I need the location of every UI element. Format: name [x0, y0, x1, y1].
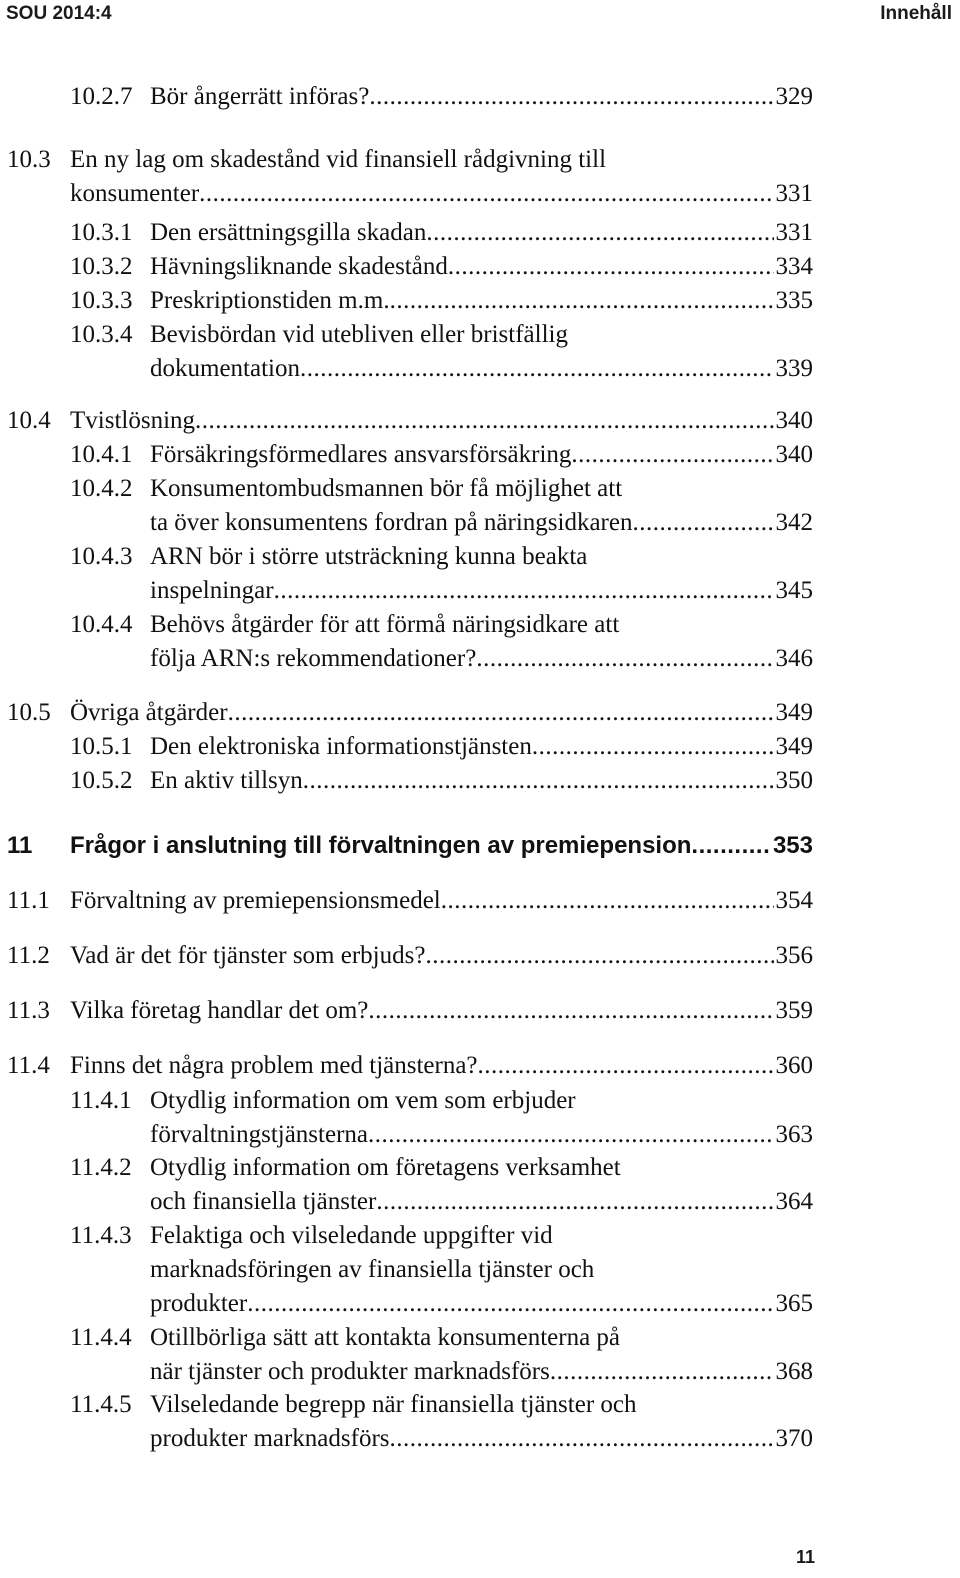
toc-entry-number: 11.3 [7, 997, 50, 1024]
toc-entry-page: 359 [775, 997, 813, 1024]
toc-entry-number: 11.4.5 [70, 1391, 132, 1418]
toc-entry-number: 10.3.3 [70, 287, 133, 314]
toc-entry-page: 365 [775, 1290, 813, 1317]
toc-entry-title: Den elektroniska informationstjänsten [150, 733, 532, 760]
toc-entry-page: 363 [775, 1121, 813, 1148]
toc-entry-number: 11.4.2 [70, 1154, 132, 1181]
toc-entry-number: 11.4.4 [70, 1324, 132, 1351]
toc-entry-title: produkter [150, 1290, 248, 1317]
dot-leader [448, 250, 774, 284]
toc-entry-text [150, 1219, 813, 1321]
dot-leader [426, 216, 773, 250]
dot-leader [228, 696, 774, 730]
toc-entry-text [150, 216, 813, 250]
toc-entry-text [150, 80, 813, 114]
toc-entry-page: 329 [775, 83, 813, 110]
toc-entry-title: följa ARN:s rekommendationer? [150, 645, 477, 672]
toc-entry-title: Otydlig information om vem som erbjuder [150, 1087, 576, 1114]
toc-entry-number: 10.5.1 [70, 733, 133, 760]
toc-entry-title: Förvaltning av premiepensionsmedel [70, 887, 441, 914]
toc-entry-number: 11 [7, 832, 33, 859]
toc-entry-number: 11.4.3 [70, 1222, 132, 1249]
toc-entry-page: 353 [772, 832, 813, 859]
toc-entry-text [150, 1084, 813, 1152]
toc-entry-text [150, 540, 813, 608]
toc-entry-title: produkter marknadsförs [150, 1425, 390, 1452]
toc-entry-text [150, 318, 813, 386]
toc-entry-text [70, 994, 813, 1028]
toc-entry-title: Felaktiga och vilseledande uppgifter vid [150, 1222, 553, 1249]
toc-entry-number: 11.4.1 [70, 1087, 132, 1114]
toc-entry-number: 11.2 [7, 942, 50, 969]
dot-leader [369, 80, 773, 114]
dot-leader [532, 730, 774, 764]
toc-entry-page: 364 [775, 1188, 813, 1215]
dot-leader [425, 939, 773, 973]
dot-leader [691, 829, 771, 863]
toc-entry-text [70, 829, 813, 863]
toc-entry-text [70, 939, 813, 973]
dot-leader [195, 404, 773, 438]
toc-entry-number: 10.4.2 [70, 475, 133, 502]
dot-leader [199, 177, 773, 211]
page-number: 11 [795, 1547, 815, 1567]
toc-entry-text [70, 696, 813, 730]
dot-leader [300, 352, 774, 386]
toc-entry-text [150, 250, 813, 284]
toc-entry-number: 10.5 [7, 699, 51, 726]
dot-leader [390, 284, 774, 318]
dot-leader [274, 574, 774, 608]
toc-entry-number: 11.1 [7, 887, 50, 914]
toc-entry-title: Försäkringsförmedlares ansvarsförsäkring [150, 441, 572, 468]
toc-entry-title: Tvistlösning [70, 407, 196, 434]
toc-entry-text [150, 1151, 813, 1219]
dot-leader [476, 642, 773, 676]
toc-entry-number: 10.4.4 [70, 611, 133, 638]
toc-entry-text [70, 1049, 813, 1083]
toc-entry-title: ARN bör i större utsträckning kunna beakta [150, 543, 588, 570]
dot-leader [368, 1118, 774, 1152]
toc-entry-page: 349 [775, 733, 813, 760]
toc-entry-text [70, 404, 813, 438]
toc-entry-number: 10.4.1 [70, 441, 133, 468]
toc-entry-title: förvaltningstjänsterna [150, 1121, 368, 1148]
dot-leader [303, 764, 774, 798]
toc-entry-page: 342 [775, 509, 813, 536]
toc-entry-page: 331 [775, 219, 813, 246]
toc-entry-title: Otydlig information om företagens verksamhet [150, 1154, 621, 1181]
toc-entry-number: 10.3.1 [70, 219, 133, 246]
toc-entry-page: 368 [775, 1358, 813, 1385]
toc-entry-page: 339 [775, 355, 813, 382]
toc-entry-number: 11.4 [7, 1052, 50, 1079]
toc-entry-title: inspelningar [150, 577, 274, 604]
toc-entry-number: 10.4.3 [70, 543, 133, 570]
toc-entry-text [70, 143, 813, 211]
toc-entry-page: 345 [775, 577, 813, 604]
toc-entry-title: Frågor i anslutning till förvaltningen av premiepension [70, 832, 692, 859]
toc-entry-title: när tjänster och produkter marknadsförs [150, 1358, 550, 1385]
toc-entry-number: 10.5.2 [70, 767, 133, 794]
toc-entry-page: 340 [775, 407, 813, 434]
toc-entry-title: Otillbörliga sätt att kontakta konsumenterna på [150, 1324, 621, 1351]
toc-entry-page: 350 [775, 767, 813, 794]
toc-entry-page: 360 [775, 1052, 813, 1079]
dot-leader [247, 1287, 773, 1321]
toc-entry-page: 370 [775, 1425, 813, 1452]
toc-entry-title: Preskriptionstiden m.m. [150, 287, 390, 314]
toc-entry-text [150, 284, 813, 318]
toc-entry-number: 10.4 [7, 407, 51, 434]
toc-entry-title: Bör ångerrätt införas? [150, 83, 370, 110]
toc-entry-number: 10.2.7 [70, 83, 133, 110]
toc-entry-title: och finansiella tjänster [150, 1188, 377, 1215]
toc-entry-page: 349 [775, 699, 813, 726]
dot-leader [478, 1049, 774, 1083]
toc-entry-page: 346 [775, 645, 813, 672]
toc-entry-title: dokumentation [150, 355, 300, 382]
toc-entry-title: Vad är det för tjänster som erbjuds? [70, 942, 426, 969]
dot-leader [368, 994, 773, 1028]
toc-entry-text [70, 884, 813, 918]
toc-entry-title: Vilka företag handlar det om? [70, 997, 369, 1024]
toc-entry-title: Behövs åtgärder för att förmå näringsidkare att [150, 611, 620, 638]
toc-entry-title: Finns det några problem med tjänsterna? [70, 1052, 478, 1079]
toc-entry-title: Hävningsliknande skadestånd [150, 253, 448, 280]
toc-entry-text [150, 1388, 813, 1456]
dot-leader [376, 1185, 773, 1219]
dot-leader [390, 1422, 774, 1456]
toc-entry-number: 10.3.4 [70, 321, 133, 348]
toc-entry-page: 340 [775, 441, 813, 468]
running-header-section: Innehåll [880, 3, 952, 24]
toc-entry-page: 331 [775, 180, 813, 207]
toc-entry-title: Den ersättningsgilla skadan [150, 219, 427, 246]
toc-entry-page: 334 [775, 253, 813, 280]
toc-entry-title: En aktiv tillsyn [150, 767, 303, 794]
toc-entry-title: ta över konsumentens fordran på näringsidkaren [150, 509, 633, 536]
toc-entry-text [150, 730, 813, 764]
toc-entry-text [150, 438, 813, 472]
dot-leader [550, 1355, 774, 1389]
toc-entry-title: Bevisbördan vid utebliven eller bristfällig [150, 321, 568, 348]
toc-entry-number: 10.3 [7, 146, 51, 173]
toc-entry-page: 356 [775, 942, 813, 969]
dot-leader [441, 884, 774, 918]
running-header-document-id: SOU 2014:4 [6, 3, 112, 24]
toc-entry-text [150, 472, 813, 540]
toc-entry-title: konsumenter [70, 180, 200, 207]
toc-entry-text [150, 764, 813, 798]
toc-entry-number: 10.3.2 [70, 253, 133, 280]
toc-entry-text [150, 608, 813, 676]
toc-entry-title: Vilseledande begrepp när finansiella tjänster och [150, 1391, 637, 1418]
dot-leader [632, 506, 773, 540]
toc-entry-text [150, 1321, 813, 1389]
toc-entry-title: Övriga åtgärder [70, 699, 228, 726]
dot-leader [571, 438, 773, 472]
toc-entry-title: Konsumentombudsmannen bör få möjlighet att [150, 475, 623, 502]
toc-entry-title: marknadsföringen av finansiella tjänster och [150, 1256, 595, 1283]
toc-entry-page: 335 [775, 287, 813, 314]
toc-entry-page: 354 [775, 887, 813, 914]
toc-entry-title: En ny lag om skadestånd vid finansiell rådgivning till [70, 146, 607, 173]
